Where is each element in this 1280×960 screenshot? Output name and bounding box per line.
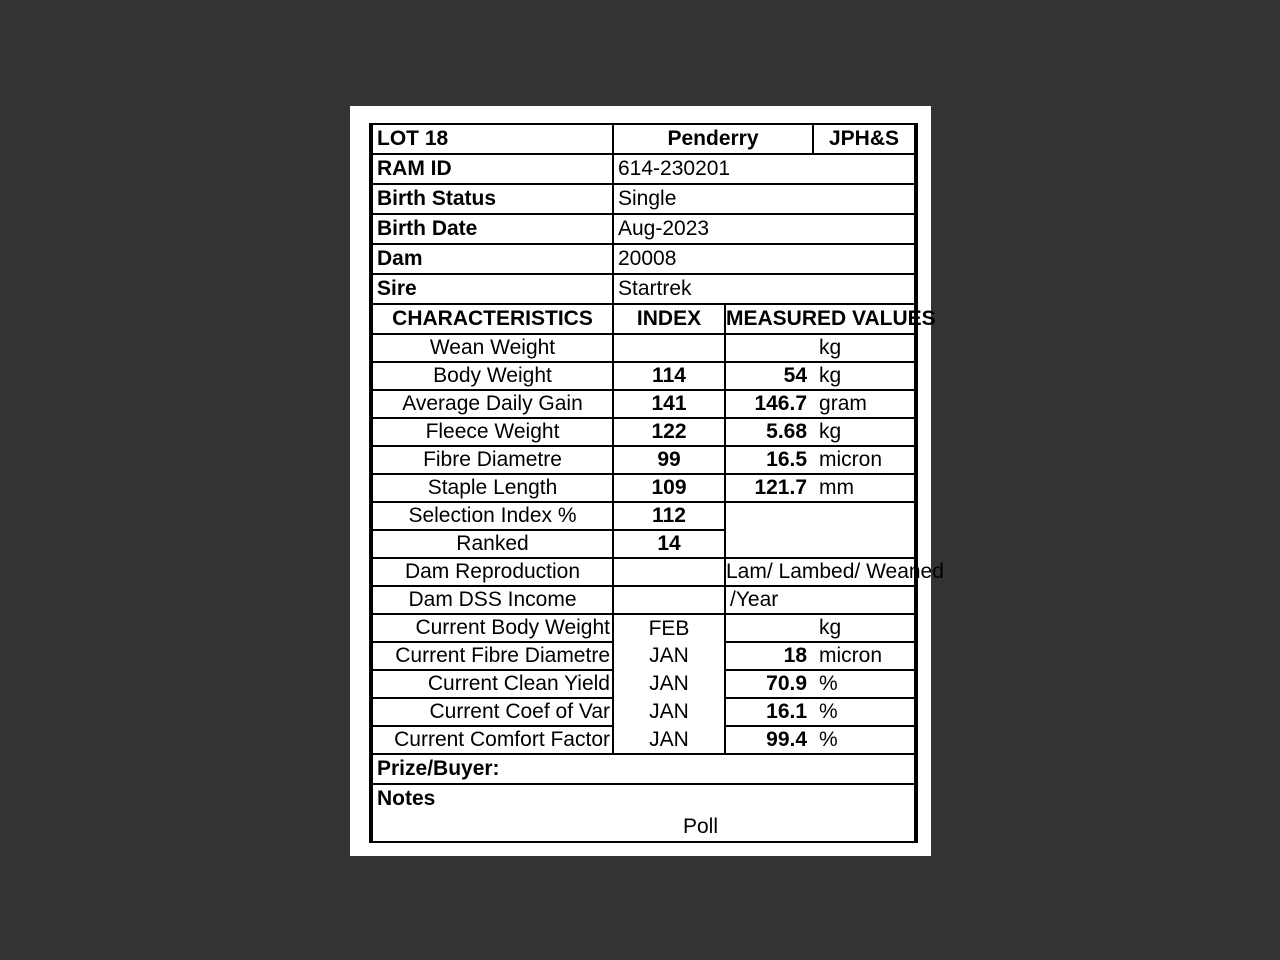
- sire-label: Sire: [371, 274, 613, 304]
- current-trait-name: Current Fibre Diametre: [371, 642, 613, 670]
- trait-value: 16.5: [725, 446, 813, 474]
- trait-name: Staple Length: [371, 474, 613, 502]
- birth-date-label: Birth Date: [371, 214, 613, 244]
- sire-value: Startrek: [613, 274, 916, 304]
- trait-value: [725, 334, 813, 362]
- trait-index: 141: [613, 390, 725, 418]
- trait-name: Wean Weight: [371, 334, 613, 362]
- farm-name: Penderry: [613, 124, 813, 154]
- notes-section: [371, 784, 916, 842]
- current-trait-month: JAN: [613, 726, 725, 754]
- dam-reproduction-value: Lam/ Lambed/ Weaned: [725, 558, 916, 586]
- selection-index-value: 112: [613, 502, 725, 530]
- current-trait-value: 16.1: [725, 698, 813, 726]
- trait-unit: gram: [813, 390, 916, 418]
- trait-index: 122: [613, 418, 725, 446]
- current-trait-value: 99.4: [725, 726, 813, 754]
- current-trait-name: Current Body Weight: [371, 614, 613, 642]
- dam-label: Dam: [371, 244, 613, 274]
- current-trait-name: Current Comfort Factor: [371, 726, 613, 754]
- current-trait-month: JAN: [613, 698, 725, 726]
- current-trait-unit: %: [813, 698, 916, 726]
- trait-unit: kg: [813, 362, 916, 390]
- dam-dss-income-index: [613, 586, 725, 614]
- dam-value: 20008: [613, 244, 916, 274]
- selection-blank-cell: [725, 502, 916, 558]
- current-trait-value: 70.9: [725, 670, 813, 698]
- trait-name: Fleece Weight: [371, 418, 613, 446]
- measured-values-header: MEASURED VALUES: [725, 304, 916, 334]
- current-trait-unit: micron: [813, 642, 916, 670]
- trait-index: [613, 334, 725, 362]
- current-trait-unit: %: [813, 726, 916, 754]
- current-trait-month: JAN: [613, 642, 725, 670]
- ranked-value: 14: [613, 530, 725, 558]
- breeder-code: JPH&S: [813, 124, 916, 154]
- ram-id-value: 614-230201: [613, 154, 916, 184]
- trait-value: 121.7: [725, 474, 813, 502]
- trait-name: Body Weight: [371, 362, 613, 390]
- current-trait-value: 18: [725, 642, 813, 670]
- lot-card: [350, 106, 944, 856]
- current-trait-month: FEB: [613, 614, 725, 642]
- trait-name: Average Daily Gain: [371, 390, 613, 418]
- dam-dss-income-label: Dam DSS Income: [371, 586, 613, 614]
- current-trait-value: [725, 614, 813, 642]
- notes-label: Notes: [377, 787, 436, 810]
- dam-reproduction-label: Dam Reproduction: [371, 558, 613, 586]
- current-trait-name: Current Coef of Var: [371, 698, 613, 726]
- ram-id-label: RAM ID: [371, 154, 613, 184]
- notes-value: Poll: [682, 815, 719, 838]
- current-trait-month: JAN: [613, 670, 725, 698]
- selection-index-label: Selection Index %: [371, 502, 613, 530]
- trait-unit: kg: [813, 418, 916, 446]
- trait-index: 109: [613, 474, 725, 502]
- prize-buyer-label: Prize/Buyer:: [371, 754, 916, 784]
- current-trait-unit: kg: [813, 614, 916, 642]
- birth-date-value: Aug-2023: [613, 214, 916, 244]
- trait-value: 54: [725, 362, 813, 390]
- current-trait-name: Current Clean Yield: [371, 670, 613, 698]
- index-header: INDEX: [613, 304, 725, 334]
- trait-value: 146.7: [725, 390, 813, 418]
- trait-index: 114: [613, 362, 725, 390]
- birth-status-value: Single: [613, 184, 916, 214]
- dam-reproduction-index: [613, 558, 725, 586]
- trait-unit: mm: [813, 474, 916, 502]
- birth-status-label: Birth Status: [371, 184, 613, 214]
- trait-name: Fibre Diametre: [371, 446, 613, 474]
- current-trait-unit: %: [813, 670, 916, 698]
- trait-index: 99: [613, 446, 725, 474]
- trait-unit: kg: [813, 334, 916, 362]
- lot-number: LOT 18: [371, 124, 613, 154]
- trait-value: 5.68: [725, 418, 813, 446]
- characteristics-header: CHARACTERISTICS: [371, 304, 613, 334]
- ranked-label: Ranked: [371, 530, 613, 558]
- lot-sheet-table: [369, 123, 944, 843]
- dam-dss-income-value: /Year: [725, 586, 916, 614]
- trait-unit: micron: [813, 446, 916, 474]
